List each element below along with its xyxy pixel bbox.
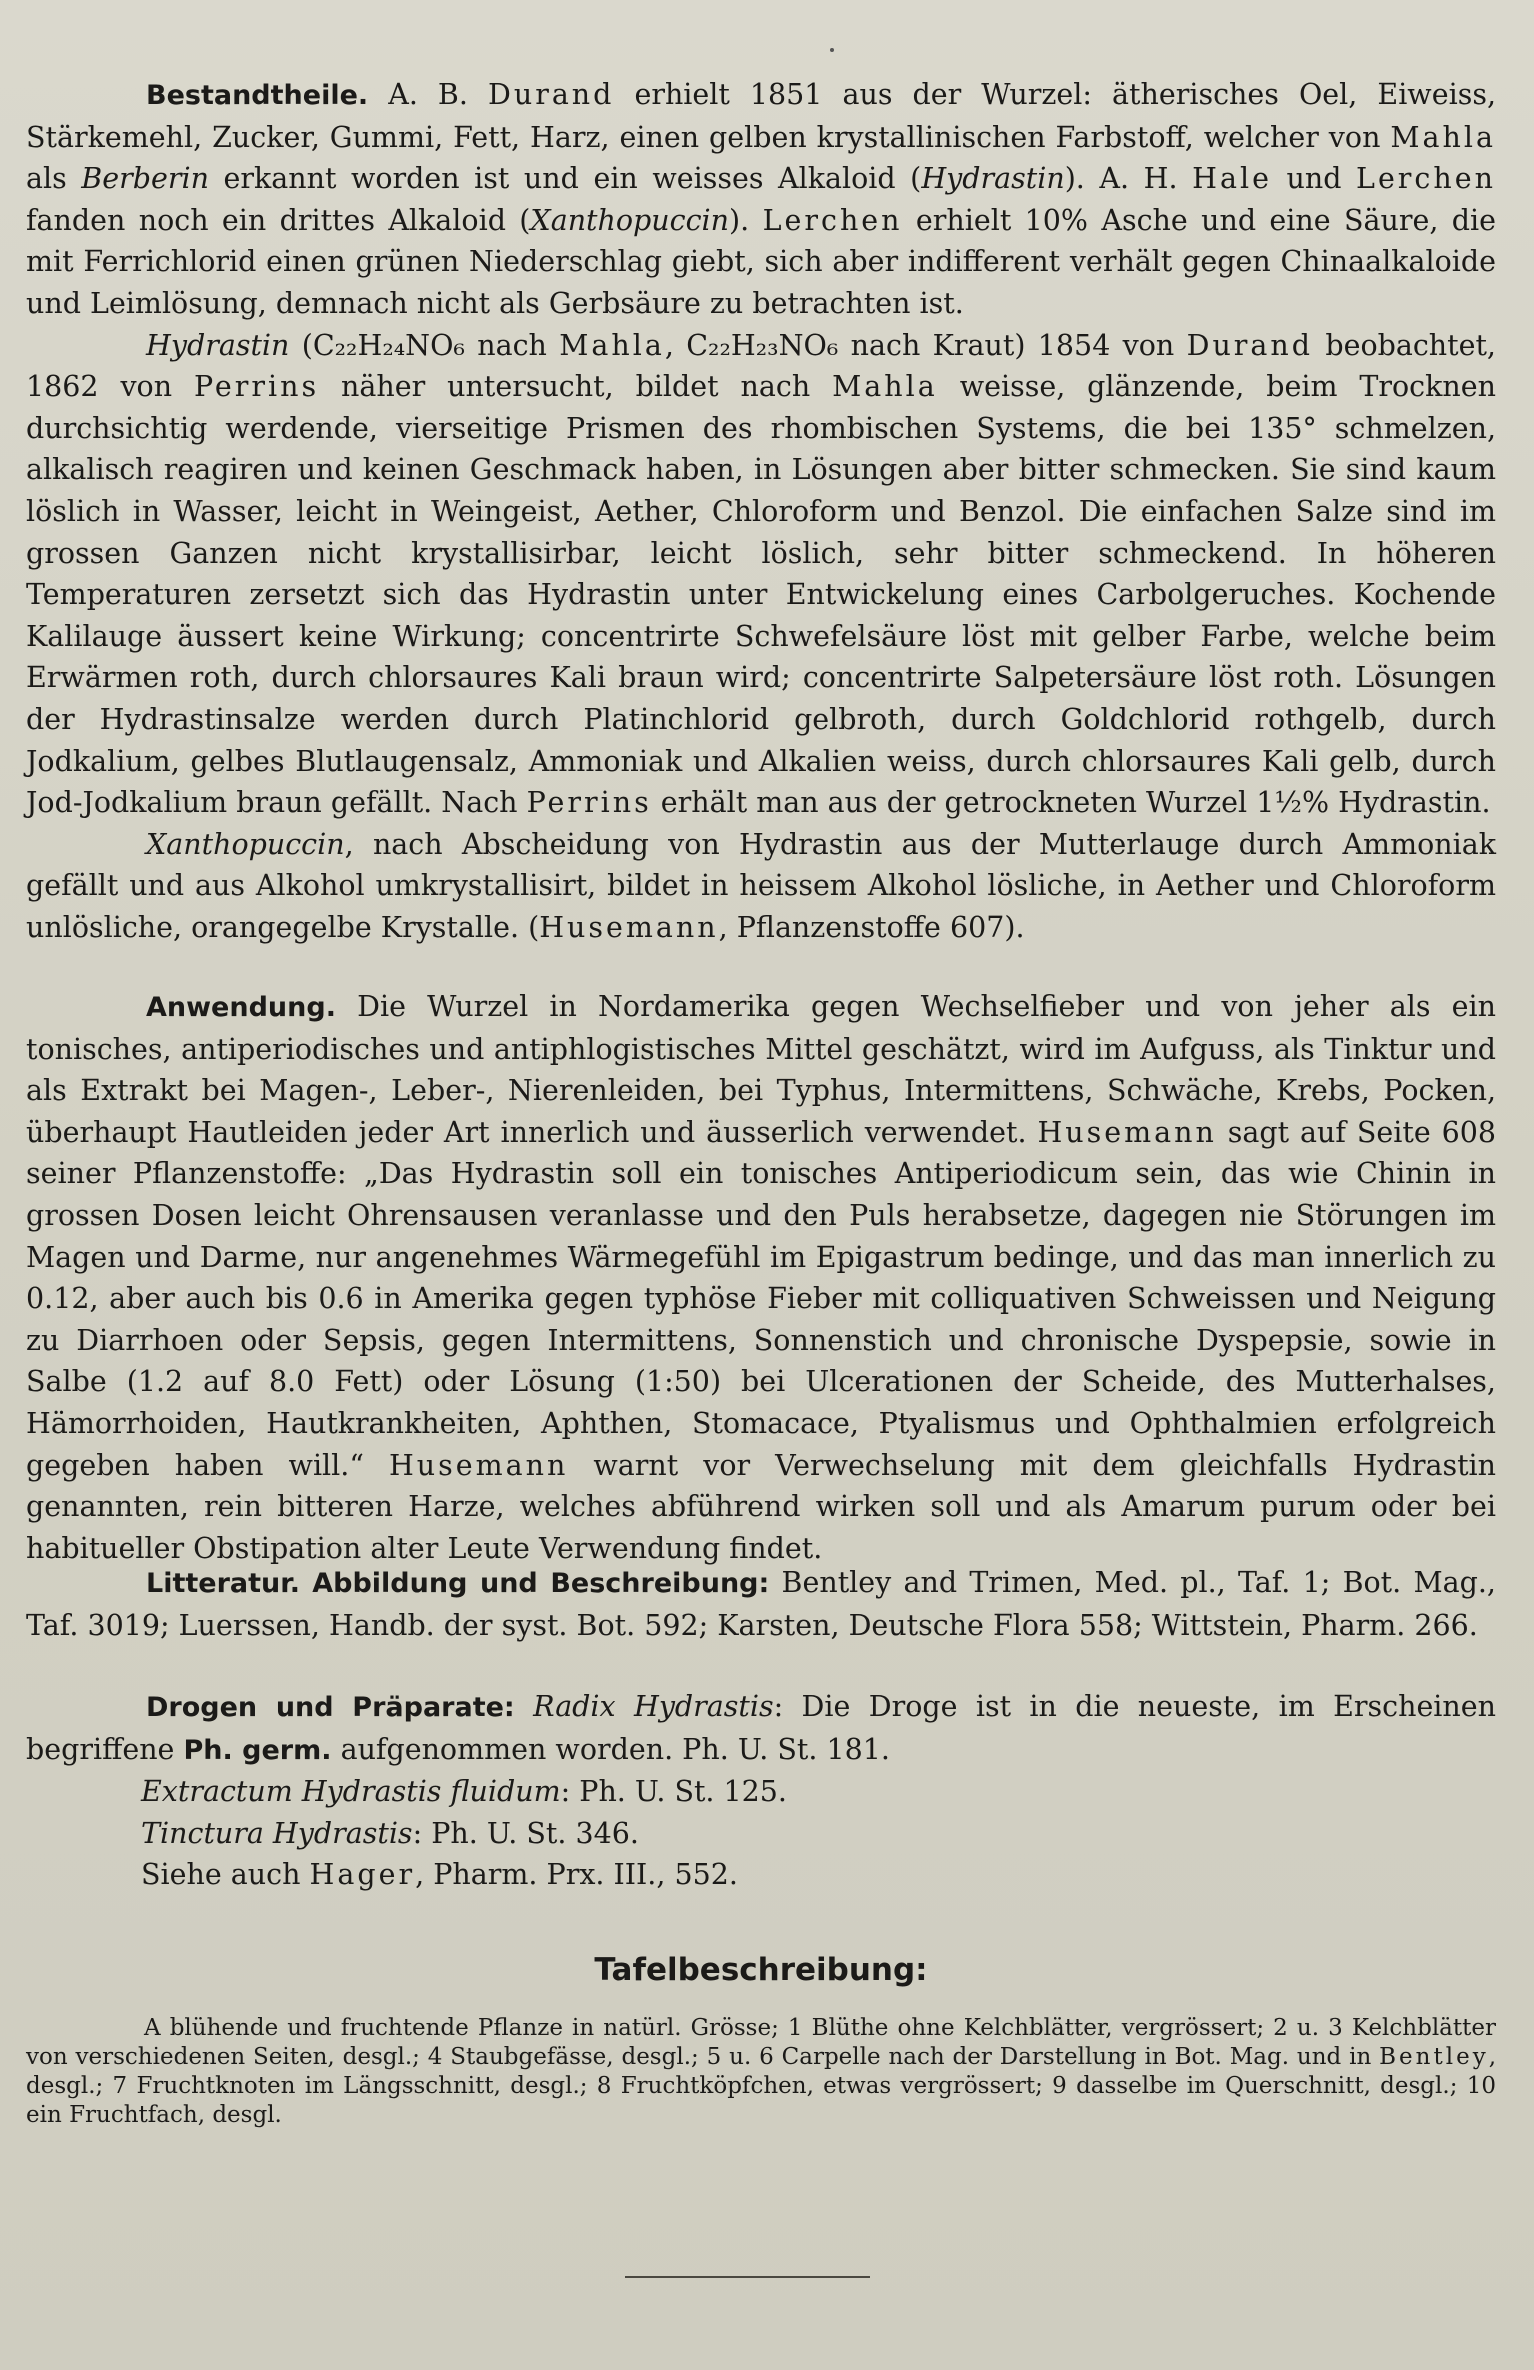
author-name: Durand bbox=[1186, 328, 1314, 362]
text: , C₂₂H₂₃NO₆ nach Kraut) 1854 von bbox=[664, 328, 1187, 362]
author-name: Mahla bbox=[832, 370, 938, 404]
text: aufgenommen worden. Ph. U. St. 181. bbox=[331, 1732, 890, 1766]
text: warnt vor Verwechselung mit dem gleichfalls Hydrastin genannten, rein bitteren Harze, welches abführend wirken soll und als Amarum purum oder bei habitueller Obstipation alter Leute Verwendung findet. bbox=[26, 1448, 1497, 1565]
text: A blühende und fruchtende Pflanze in natürl. Grösse; 1 Blüthe ohne Kelchblätter, vergrössert; 2 u. 3 Kelchblätter von verschiedenen Seiten, desgl.; 4 Staubgefässe, desgl.; 5 u. 6 Carpelle nach der Darstellung in Bot. Mag. und in bbox=[26, 2015, 1496, 2070]
author-name: Lerchen bbox=[1356, 162, 1496, 196]
text: , desgl.; 7 Fruchtknoten im Längsschnitt, desgl.; 8 Fruchtköpfchen, etwas vergrössert; 9 dasselbe im Querschnitt, desgl.; 10 ein Fruchtfach, desgl. bbox=[26, 2044, 1496, 2128]
section-litteratur bbox=[26, 1562, 1496, 1646]
text: ). bbox=[729, 203, 763, 237]
text: Die Wurzel in Nordamerika gegen Wechselfieber und von jeher als ein tonisches, antiperiodisches und antiphlogistisches Mittel geschätzt, wird im Aufguss, als Tinktur und als Extrakt bei Magen-, Leber-, Nierenleiden, bei Typhus, Intermittens, Schwäche, Krebs, Pocken, überhaupt Hautleiden jeder Art innerlich und äusserlich verwendet. bbox=[26, 990, 1496, 1149]
section-bestandtheile bbox=[26, 74, 1496, 948]
end-rule bbox=[625, 2276, 870, 2278]
text: Bentley and Trimen, Med. pl., Taf. 1; Bot. Mag., Taf. 3019; Luerssen, Handb. der syst. Bot. 592; Karsten, Deutsche Flora 558; Wittstein, Pharm. 266. bbox=[26, 1566, 1496, 1642]
text: : Ph. U. St. 346. bbox=[412, 1816, 639, 1850]
section-anwendung bbox=[26, 986, 1496, 1569]
text: weisse, glänzende, beim Trocknen durchsichtig werdende, vierseitige Prismen des rhombischen Systems, die bei 135° schmelzen, alkalisch reagiren und keinen Geschmack haben, in Lösungen aber bitter schmecken. Sie sind kaum löslich in Wasser, leicht in Weingeist, Aether, Chloroform und Benzol. Die einfachen Salze sind im grossen Ganzen nicht krystallisirbar, leicht löslich, sehr bitter schmeckend. In höheren Temperaturen zersetzt sich das Hydrastin unter Entwickelung eines Carbolgeruches. Kochende Kalilauge äussert keine Wirkung; concentrirte Schwefelsäure löst mit gelber Farbe, welche beim Erwärmen roth, durch chlorsaures Kali braun wird; concentrirte Salpetersäure löst roth. Lösungen der Hydrastinsalze werden durch Platinchlorid gelbroth, durch Goldchlorid rothgelb, durch Jodkalium, gelbes Blutlaugensalz, Ammoniak und Alkalien weiss, durch chlorsaures Kali gelb, durch Jod-Jodkalium braun gefällt. Nach bbox=[26, 370, 1496, 820]
pharmacopoeia-name: Ph. germ. bbox=[183, 1734, 332, 1766]
author-name: Lerchen bbox=[762, 203, 903, 237]
paragraph-tafel bbox=[26, 2014, 1496, 2130]
section-drogen bbox=[26, 1686, 1496, 1896]
text: als bbox=[26, 162, 82, 196]
heading-drogen: Drogen und Präparate: bbox=[146, 1692, 515, 1723]
text: beobachtet, 1862 von bbox=[26, 328, 1496, 404]
heading-litteratur: Litteratur. bbox=[146, 1568, 300, 1599]
drug-name: Extractum Hydrastis fluidum bbox=[141, 1775, 561, 1809]
author-name: Mahla bbox=[1390, 120, 1496, 154]
print-speck bbox=[830, 48, 834, 52]
line-siehe-auch bbox=[26, 1854, 1496, 1896]
text: näher untersucht, bildet nach bbox=[319, 370, 833, 404]
line-extractum bbox=[26, 1771, 1496, 1813]
subheading-abbildung: Abbildung und Beschreibung: bbox=[312, 1568, 770, 1599]
text: : Ph. U. St. 125. bbox=[560, 1775, 787, 1809]
heading-anwendung: Anwendung. bbox=[146, 992, 336, 1023]
heading-tafelbeschreibung: Tafelbeschreibung: bbox=[594, 1952, 928, 1988]
author-name: Hale bbox=[1192, 162, 1272, 196]
author-name: Perrins bbox=[526, 786, 652, 820]
text: (C₂₂H₂₄NO₆ nach bbox=[289, 328, 560, 362]
tafel-caption bbox=[26, 2014, 1496, 2130]
heading-bestandtheile: Bestandtheile. bbox=[146, 80, 369, 111]
text: erhielt 10% Asche und eine Säure, die mit Ferrichlorid einen grünen Niederschlag giebt, sich aber indifferent verhält gegen Chinaalkaloide und Leimlösung, demnach nicht als Gerbsäure zu betrachten ist. bbox=[26, 203, 1496, 320]
paragraph-litteratur bbox=[26, 1562, 1496, 1646]
text: fanden noch ein drittes Alkaloid ( bbox=[26, 203, 531, 237]
paragraph-bestandtheile bbox=[26, 74, 1496, 325]
paragraph-hydrastin bbox=[26, 325, 1496, 824]
text: A. B. bbox=[388, 78, 488, 111]
text: , Pflanzenstoffe 607). bbox=[718, 910, 1025, 944]
drug-name: Radix Hydrastis bbox=[533, 1690, 774, 1723]
drug-name: Tinctura Hydrastis bbox=[141, 1816, 413, 1850]
author-name: Husemann bbox=[388, 1448, 569, 1482]
text: erhielt 1851 aus der Wurzel: ätherisches Oel, Eiweiss, Stärkemehl, Zucker, Gummi, Fett, Harz, einen gelben krystallinischen Farbstoff, welcher von bbox=[26, 78, 1496, 154]
text: erhält man aus der getrockneten Wurzel 1½% Hydrastin. bbox=[651, 786, 1491, 820]
author-name: Bentley bbox=[1379, 2044, 1489, 2070]
substance-name: Xanthopuccin bbox=[146, 827, 345, 861]
section-tafelbeschreibung bbox=[26, 1952, 1496, 1988]
substance-name: Hydrastin bbox=[921, 162, 1065, 196]
substance-name: Xanthopuccin bbox=[530, 203, 730, 237]
author-name: Durand bbox=[487, 78, 615, 111]
text: , nach Abscheidung von Hydrastin aus der Mutterlauge durch Ammoniak gefällt und aus Alkohol umkrystallisirt, bildet in heissem Alkohol lösliche, in Aether und Chloroform unlösliche, orangegelbe Krystalle. ( bbox=[26, 827, 1496, 944]
author-name: Perrins bbox=[194, 370, 320, 404]
text: erkannt worden ist und ein weisses Alkaloid ( bbox=[208, 162, 922, 196]
text: Siehe auch bbox=[141, 1858, 310, 1892]
line-tinctura bbox=[26, 1813, 1496, 1855]
text: , Pharm. Prx. III., 552. bbox=[415, 1858, 738, 1892]
author-name: Mahla bbox=[559, 328, 665, 362]
text: ). A. H. bbox=[1064, 162, 1193, 196]
substance-name: Berberin bbox=[81, 162, 209, 196]
paragraph-xanthopuccin bbox=[26, 824, 1496, 949]
text: sagt auf Seite 608 seiner Pflanzenstoffe: „Das Hydrastin soll ein tonisches Antiperiodicum sein, das wie Chinin in grossen Dosen leicht Ohrensausen veranlasse und den Puls herabsetze, dagegen nie Störungen im Magen und Darme, nur angenehmes Wärmegefühl im Epigastrum bedinge, und das man innerlich zu 0.12, aber auch bis 0.6 in Amerika gegen typhöse Fieber mit colliquativen Schweissen und Neigung zu Diarrhoen oder Sepsis, gegen Intermittens, Sonnenstich und chronische Dyspepsie, sowie in Salbe (1.2 auf 8.0 Fett) oder Lösung (1:50) bei Ulcerationen der Scheide, des Mutterhalses, Hämorrhoiden, Hautkrankheiten, Aphthen, Stomacace, Ptyalismus und Ophthalmien erfolgreich gegeben haben will.“ bbox=[26, 1115, 1497, 1482]
substance-name: Hydrastin bbox=[146, 328, 290, 362]
paragraph-anwendung bbox=[26, 986, 1496, 1569]
paragraph-drogen bbox=[26, 1686, 1496, 1771]
author-name: Hager bbox=[309, 1858, 416, 1892]
author-name: Husemann bbox=[539, 910, 719, 944]
text: : Die Droge ist in die neueste, im Erscheinen begriffene bbox=[26, 1690, 1496, 1766]
text: und bbox=[1271, 162, 1357, 196]
author-name: Husemann bbox=[1037, 1115, 1217, 1149]
